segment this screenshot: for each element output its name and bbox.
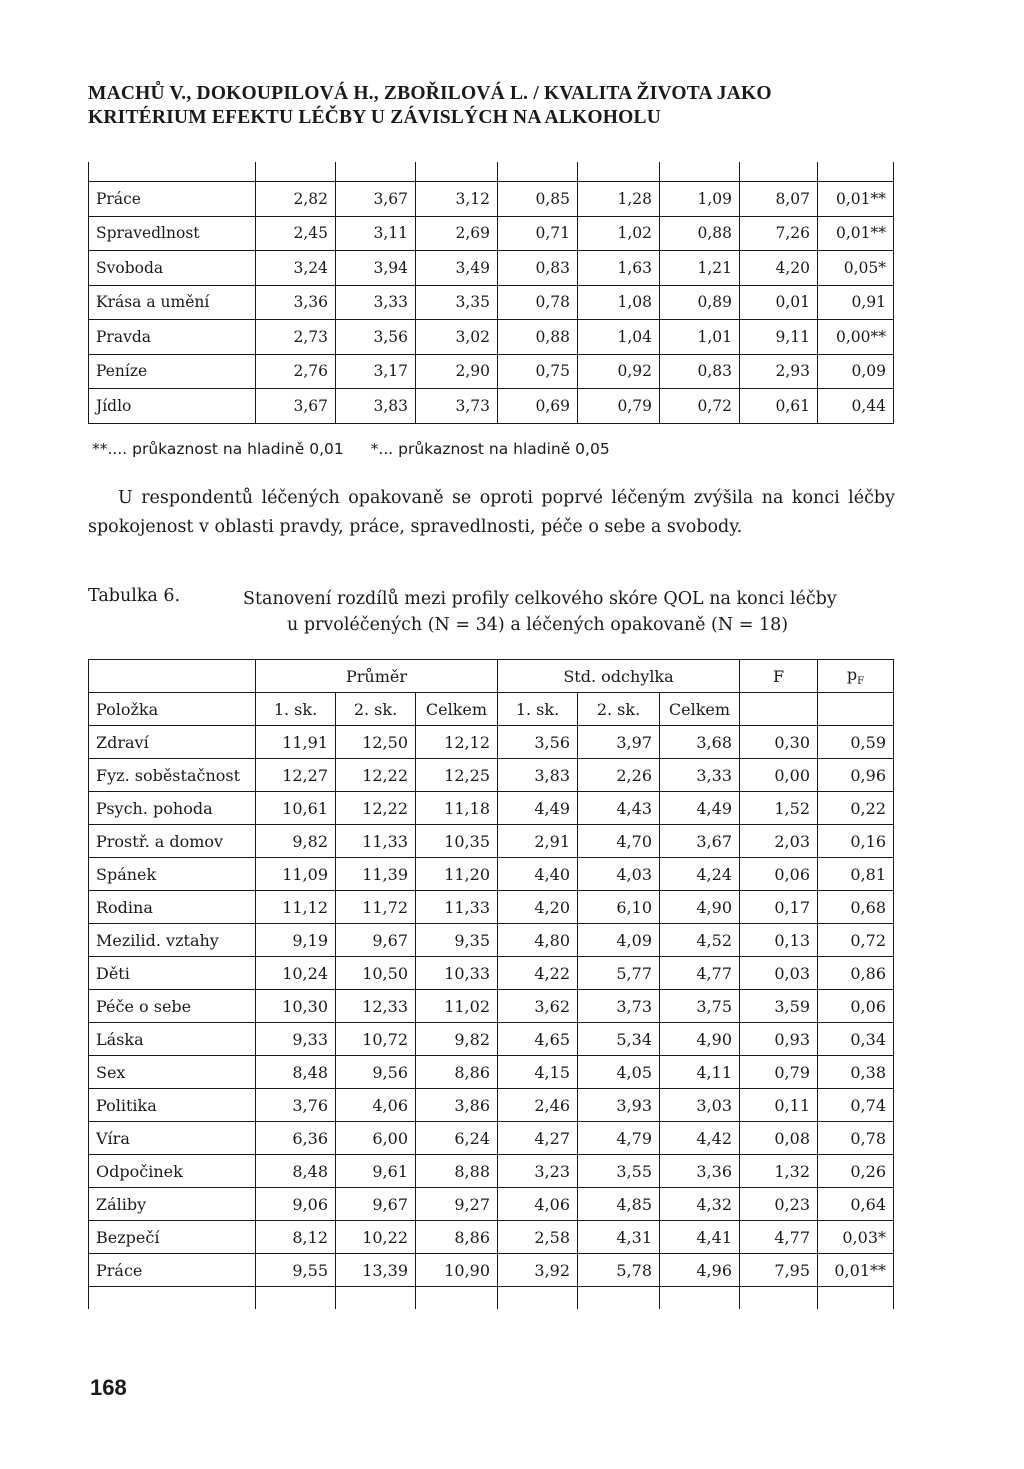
table-cell: 12,12 [416,726,498,759]
table-row [89,825,894,858]
table-cell: 3,33 [336,285,416,320]
table-cell: 0,06 [740,858,818,891]
table-cell: 3,23 [498,1155,578,1188]
table-caption-line2: u prvoléčených (N = 34) a léčených opakovaně (N = 18) [287,615,789,635]
table-cell: 8,88 [416,1155,498,1188]
table-cell: 0,11 [740,1089,818,1122]
table-cell: 0,09 [818,354,894,389]
table-cell: 0,83 [660,354,740,389]
table-cell: 3,94 [336,251,416,286]
table-cell: 4,32 [660,1188,740,1221]
table-cell: 3,92 [498,1254,578,1287]
table-cell: 4,06 [336,1089,416,1122]
table-cell: 12,22 [336,759,416,792]
table-cell: 4,65 [498,1023,578,1056]
table-cell: 9,82 [256,825,336,858]
significance-notes [92,440,632,458]
table-cell: 11,91 [256,726,336,759]
table-6-group-header [89,660,894,693]
row-label: Rodina [89,891,256,924]
table-row [89,924,894,957]
table-cell: 4,52 [660,924,740,957]
table-cell: 3,59 [740,990,818,1023]
table-cell: 0,79 [578,389,660,424]
table-cell: 3,17 [336,354,416,389]
table-cell: 12,50 [336,726,416,759]
col-header-mean-g2: 2. sk. [336,693,416,726]
table-cell: 3,83 [498,759,578,792]
table-cell: 0,85 [498,182,578,217]
row-label: Práce [89,182,256,217]
table-cell: 4,09 [578,924,660,957]
table-cell: 4,20 [498,891,578,924]
running-header [88,82,948,130]
mean-header: Průměr [256,660,498,693]
table-cell: 10,90 [416,1254,498,1287]
table-cell: 4,03 [578,858,660,891]
table-cell: 0,72 [660,389,740,424]
table-row [89,1155,894,1188]
table-cell: 9,67 [336,1188,416,1221]
table-cell: 5,34 [578,1023,660,1056]
table-cell: 4,40 [498,858,578,891]
table-cell: 11,02 [416,990,498,1023]
table-cell: 12,33 [336,990,416,1023]
table-row [89,1188,894,1221]
table-cell: 3,67 [660,825,740,858]
table-cell: 0,79 [740,1056,818,1089]
table-cell: 6,24 [416,1122,498,1155]
table-cell: 3,11 [336,216,416,251]
row-label: Krása a umění [89,285,256,320]
table-cell: 0,01 [740,285,818,320]
p-header-letter: p [846,664,858,684]
row-label: Pravda [89,320,256,355]
table-cell: 0,00 [740,759,818,792]
table-cell: 6,36 [256,1122,336,1155]
table-cell: 10,30 [256,990,336,1023]
table-row [89,891,894,924]
table-cell: 4,85 [578,1188,660,1221]
p-header-subscript: F [857,676,865,688]
table-cell: 4,15 [498,1056,578,1089]
table-cell: 8,86 [416,1221,498,1254]
table-row [89,320,894,355]
table-cell: 4,70 [578,825,660,858]
table-cell: 12,22 [336,792,416,825]
table-cell: 3,83 [336,389,416,424]
table-row [89,1056,894,1089]
table-cell: 4,42 [660,1122,740,1155]
table-row [89,1221,894,1254]
table-cell: 4,31 [578,1221,660,1254]
table-cell: 0,93 [740,1023,818,1056]
row-label: Psych. pohoda [89,792,256,825]
table-cell: 7,26 [740,216,818,251]
row-label: Mezilid. vztahy [89,924,256,957]
table-cell: 3,86 [416,1089,498,1122]
table-cell: 0,91 [818,285,894,320]
table-cell: 0,01** [818,182,894,217]
table-cell: 9,67 [336,924,416,957]
table-cell: 6,00 [336,1122,416,1155]
table-cell: 4,79 [578,1122,660,1155]
table-cell: 0,68 [818,891,894,924]
table-cell: 6,10 [578,891,660,924]
table-cell: 12,27 [256,759,336,792]
table-cell: 4,43 [578,792,660,825]
table-cell: 0,69 [498,389,578,424]
table-cell: 0,71 [498,216,578,251]
row-label: Prostř. a domov [89,825,256,858]
table-cell: 4,05 [578,1056,660,1089]
table-cell: 0,01** [818,216,894,251]
table-cell: 1,04 [578,320,660,355]
table-cell: 0,81 [818,858,894,891]
row-label: Děti [89,957,256,990]
table-cell: 2,76 [256,354,336,389]
table-cell: 9,35 [416,924,498,957]
row-label: Láska [89,1023,256,1056]
table-cell: 4,22 [498,957,578,990]
table-cell: 9,82 [416,1023,498,1056]
table-cell: 4,90 [660,891,740,924]
table-cell: 3,93 [578,1089,660,1122]
table-cell: 2,91 [498,825,578,858]
table-cell: 13,39 [336,1254,416,1287]
table-cell: 10,22 [336,1221,416,1254]
table-cell: 0,74 [818,1089,894,1122]
table-row [89,792,894,825]
table-cell: 3,24 [256,251,336,286]
table-cell: 4,90 [660,1023,740,1056]
table-cell: 10,35 [416,825,498,858]
row-label: Spánek [89,858,256,891]
table-cell: 11,09 [256,858,336,891]
table-cell: 0,34 [818,1023,894,1056]
table-cell: 5,78 [578,1254,660,1287]
table-row [89,1254,894,1287]
table-cell: 2,46 [498,1089,578,1122]
col-header-mean-g1: 1. sk. [256,693,336,726]
table-row [89,726,894,759]
table-cell: 3,56 [498,726,578,759]
table-cell: 3,73 [578,990,660,1023]
table-cell: 3,33 [660,759,740,792]
note-005: *... průkaznost na hladině 0,05 [370,440,610,458]
body-paragraph: U respondentů léčených opakovaně se oproti poprvé léčeným zvýšila na konci léčby spokojenost v oblasti pravdy, práce, spravedlnosti, péče o sebe a svobody. [88,488,895,537]
table-cell: 1,02 [578,216,660,251]
table-cell: 2,58 [498,1221,578,1254]
table-cell: 0,78 [818,1122,894,1155]
table-cell: 4,49 [498,792,578,825]
table-cell: 0,16 [818,825,894,858]
table-row [89,216,894,251]
table-cell: 11,12 [256,891,336,924]
table-cell: 11,39 [336,858,416,891]
table-cell: 8,07 [740,182,818,217]
table-cell: 4,27 [498,1122,578,1155]
table-cell: 0,88 [660,216,740,251]
table-cell: 1,52 [740,792,818,825]
table-cell: 11,72 [336,891,416,924]
table-cell: 0,86 [818,957,894,990]
table-cell: 2,45 [256,216,336,251]
table-cell: 8,48 [256,1155,336,1188]
table-row [89,957,894,990]
table-caption-line1: Stanovení rozdílů mezi profily celkového skóre QOL na konci léčby [243,589,837,609]
table-cell: 8,12 [256,1221,336,1254]
table-cell: 4,49 [660,792,740,825]
table-cell: 3,36 [660,1155,740,1188]
table-cell: 0,13 [740,924,818,957]
table-row [89,858,894,891]
table-cell: 0,03* [818,1221,894,1254]
table-cell: 3,62 [498,990,578,1023]
table-cell: 5,77 [578,957,660,990]
table-cell: 0,22 [818,792,894,825]
table-cell: 11,18 [416,792,498,825]
table-cell: 9,55 [256,1254,336,1287]
col-header-sd-g1: 1. sk. [498,693,578,726]
table-cell: 0,30 [740,726,818,759]
row-label: Fyz. soběstačnost [89,759,256,792]
note-001: **.... průkaznost na hladině 0,01 [92,440,344,458]
table-cell: 2,26 [578,759,660,792]
table-cell: 11,33 [336,825,416,858]
table-cell: 0,59 [818,726,894,759]
table-cell: 1,01 [660,320,740,355]
table-cell: 3,56 [336,320,416,355]
table-cell: 3,03 [660,1089,740,1122]
row-label: Spravedlnost [89,216,256,251]
row-label: Záliby [89,1188,256,1221]
table-cell: 0,06 [818,990,894,1023]
table-cell: 0,96 [818,759,894,792]
table-cell: 4,11 [660,1056,740,1089]
table-continued-body [89,162,894,423]
row-label: Víra [89,1122,256,1155]
table-cell: 3,36 [256,285,336,320]
table-cell: 11,20 [416,858,498,891]
table-cell: 1,63 [578,251,660,286]
table-cell: 2,90 [416,354,498,389]
table-cell: 0,72 [818,924,894,957]
table-cell: 9,11 [740,320,818,355]
col-header-mean-total: Celkem [416,693,498,726]
table-cell: 1,32 [740,1155,818,1188]
page-number: 168 [90,1375,127,1400]
table-continued [88,162,894,424]
table-cell: 0,05* [818,251,894,286]
table-cell: 2,69 [416,216,498,251]
table-row [89,990,894,1023]
table-cell: 9,06 [256,1188,336,1221]
table-cell: 11,33 [416,891,498,924]
table-cell: 3,73 [416,389,498,424]
table-cell: 10,50 [336,957,416,990]
table-cell: 0,83 [498,251,578,286]
row-label: Sex [89,1056,256,1089]
table-cell: 10,24 [256,957,336,990]
table-cell: 3,67 [256,389,336,424]
table-cell: 4,20 [740,251,818,286]
table-cell: 0,61 [740,389,818,424]
table-cell: 4,41 [660,1221,740,1254]
p-header [818,660,894,693]
table-cell: 12,25 [416,759,498,792]
table-cell: 0,00** [818,320,894,355]
table-cell: 3,76 [256,1089,336,1122]
table-cell: 9,61 [336,1155,416,1188]
table-row [89,354,894,389]
table-cell: 10,72 [336,1023,416,1056]
table-cell: 9,56 [336,1056,416,1089]
table-cell: 0,08 [740,1122,818,1155]
table-caption [243,586,903,638]
col-header-sd-g2: 2. sk. [578,693,660,726]
table-6 [88,659,894,1309]
table-cell: 0,17 [740,891,818,924]
table-cell: 0,26 [818,1155,894,1188]
row-label: Peníze [89,354,256,389]
table-cell: 3,49 [416,251,498,286]
table-continued-top-edge [89,162,894,182]
table-row [89,1122,894,1155]
row-label: Bezpečí [89,1221,256,1254]
table-cell: 0,92 [578,354,660,389]
col-header-item: Položka [89,693,256,726]
table-cell: 10,33 [416,957,498,990]
row-label: Politika [89,1089,256,1122]
table-cell: 8,86 [416,1056,498,1089]
table-cell: 2,82 [256,182,336,217]
table-cell: 0,78 [498,285,578,320]
table-row [89,182,894,217]
table-cell: 4,24 [660,858,740,891]
table-6-bottom-edge [89,1287,894,1310]
table-cell: 2,73 [256,320,336,355]
table-cell: 2,03 [740,825,818,858]
table-cell: 3,02 [416,320,498,355]
table-cell: 0,75 [498,354,578,389]
table-cell: 3,55 [578,1155,660,1188]
table-row [89,759,894,792]
row-label: Práce [89,1254,256,1287]
table-row [89,389,894,424]
table-cell: 1,09 [660,182,740,217]
table-row [89,285,894,320]
row-label: Svoboda [89,251,256,286]
table-cell: 2,93 [740,354,818,389]
col-header-sd-total: Celkem [660,693,740,726]
table-cell: 3,97 [578,726,660,759]
table-cell: 9,19 [256,924,336,957]
table-label: Tabulka 6. [88,586,181,606]
table-cell: 0,23 [740,1188,818,1221]
table-cell: 0,38 [818,1056,894,1089]
table-cell: 3,12 [416,182,498,217]
running-header-line1: MACHŮ V., DOKOUPILOVÁ H., ZBOŘILOVÁ L. / KVALITA ŽIVOTA JAKO [88,83,772,104]
row-label: Odpočinek [89,1155,256,1188]
table-cell: 9,33 [256,1023,336,1056]
running-header-line2: KRITÉRIUM EFEKTU LÉČBY U ZÁVISLÝCH NA ALKOHOLU [88,107,661,128]
table-cell: 3,67 [336,182,416,217]
table-cell: 3,35 [416,285,498,320]
table-cell: 4,96 [660,1254,740,1287]
table-cell: 4,06 [498,1188,578,1221]
table-cell: 0,01** [818,1254,894,1287]
row-label: Zdraví [89,726,256,759]
table-row [89,1023,894,1056]
table-cell: 0,89 [660,285,740,320]
row-label: Péče o sebe [89,990,256,1023]
table-cell: 4,80 [498,924,578,957]
table-cell: 3,75 [660,990,740,1023]
table-6-body [89,660,894,1310]
table-cell: 0,88 [498,320,578,355]
row-label: Jídlo [89,389,256,424]
table-cell: 0,64 [818,1188,894,1221]
table-cell: 4,77 [740,1221,818,1254]
table-cell: 10,61 [256,792,336,825]
table-cell: 1,08 [578,285,660,320]
table-row [89,1089,894,1122]
table-cell: 9,27 [416,1188,498,1221]
sd-header: Std. odchylka [498,660,740,693]
table-cell: 1,28 [578,182,660,217]
table-cell: 8,48 [256,1056,336,1089]
table-cell: 7,95 [740,1254,818,1287]
table-cell: 0,44 [818,389,894,424]
table-row [89,251,894,286]
table-cell: 3,68 [660,726,740,759]
table-cell: 4,77 [660,957,740,990]
table-cell: 1,21 [660,251,740,286]
f-header: F [740,660,818,693]
table-6-column-header [89,693,894,726]
table-cell: 0,03 [740,957,818,990]
